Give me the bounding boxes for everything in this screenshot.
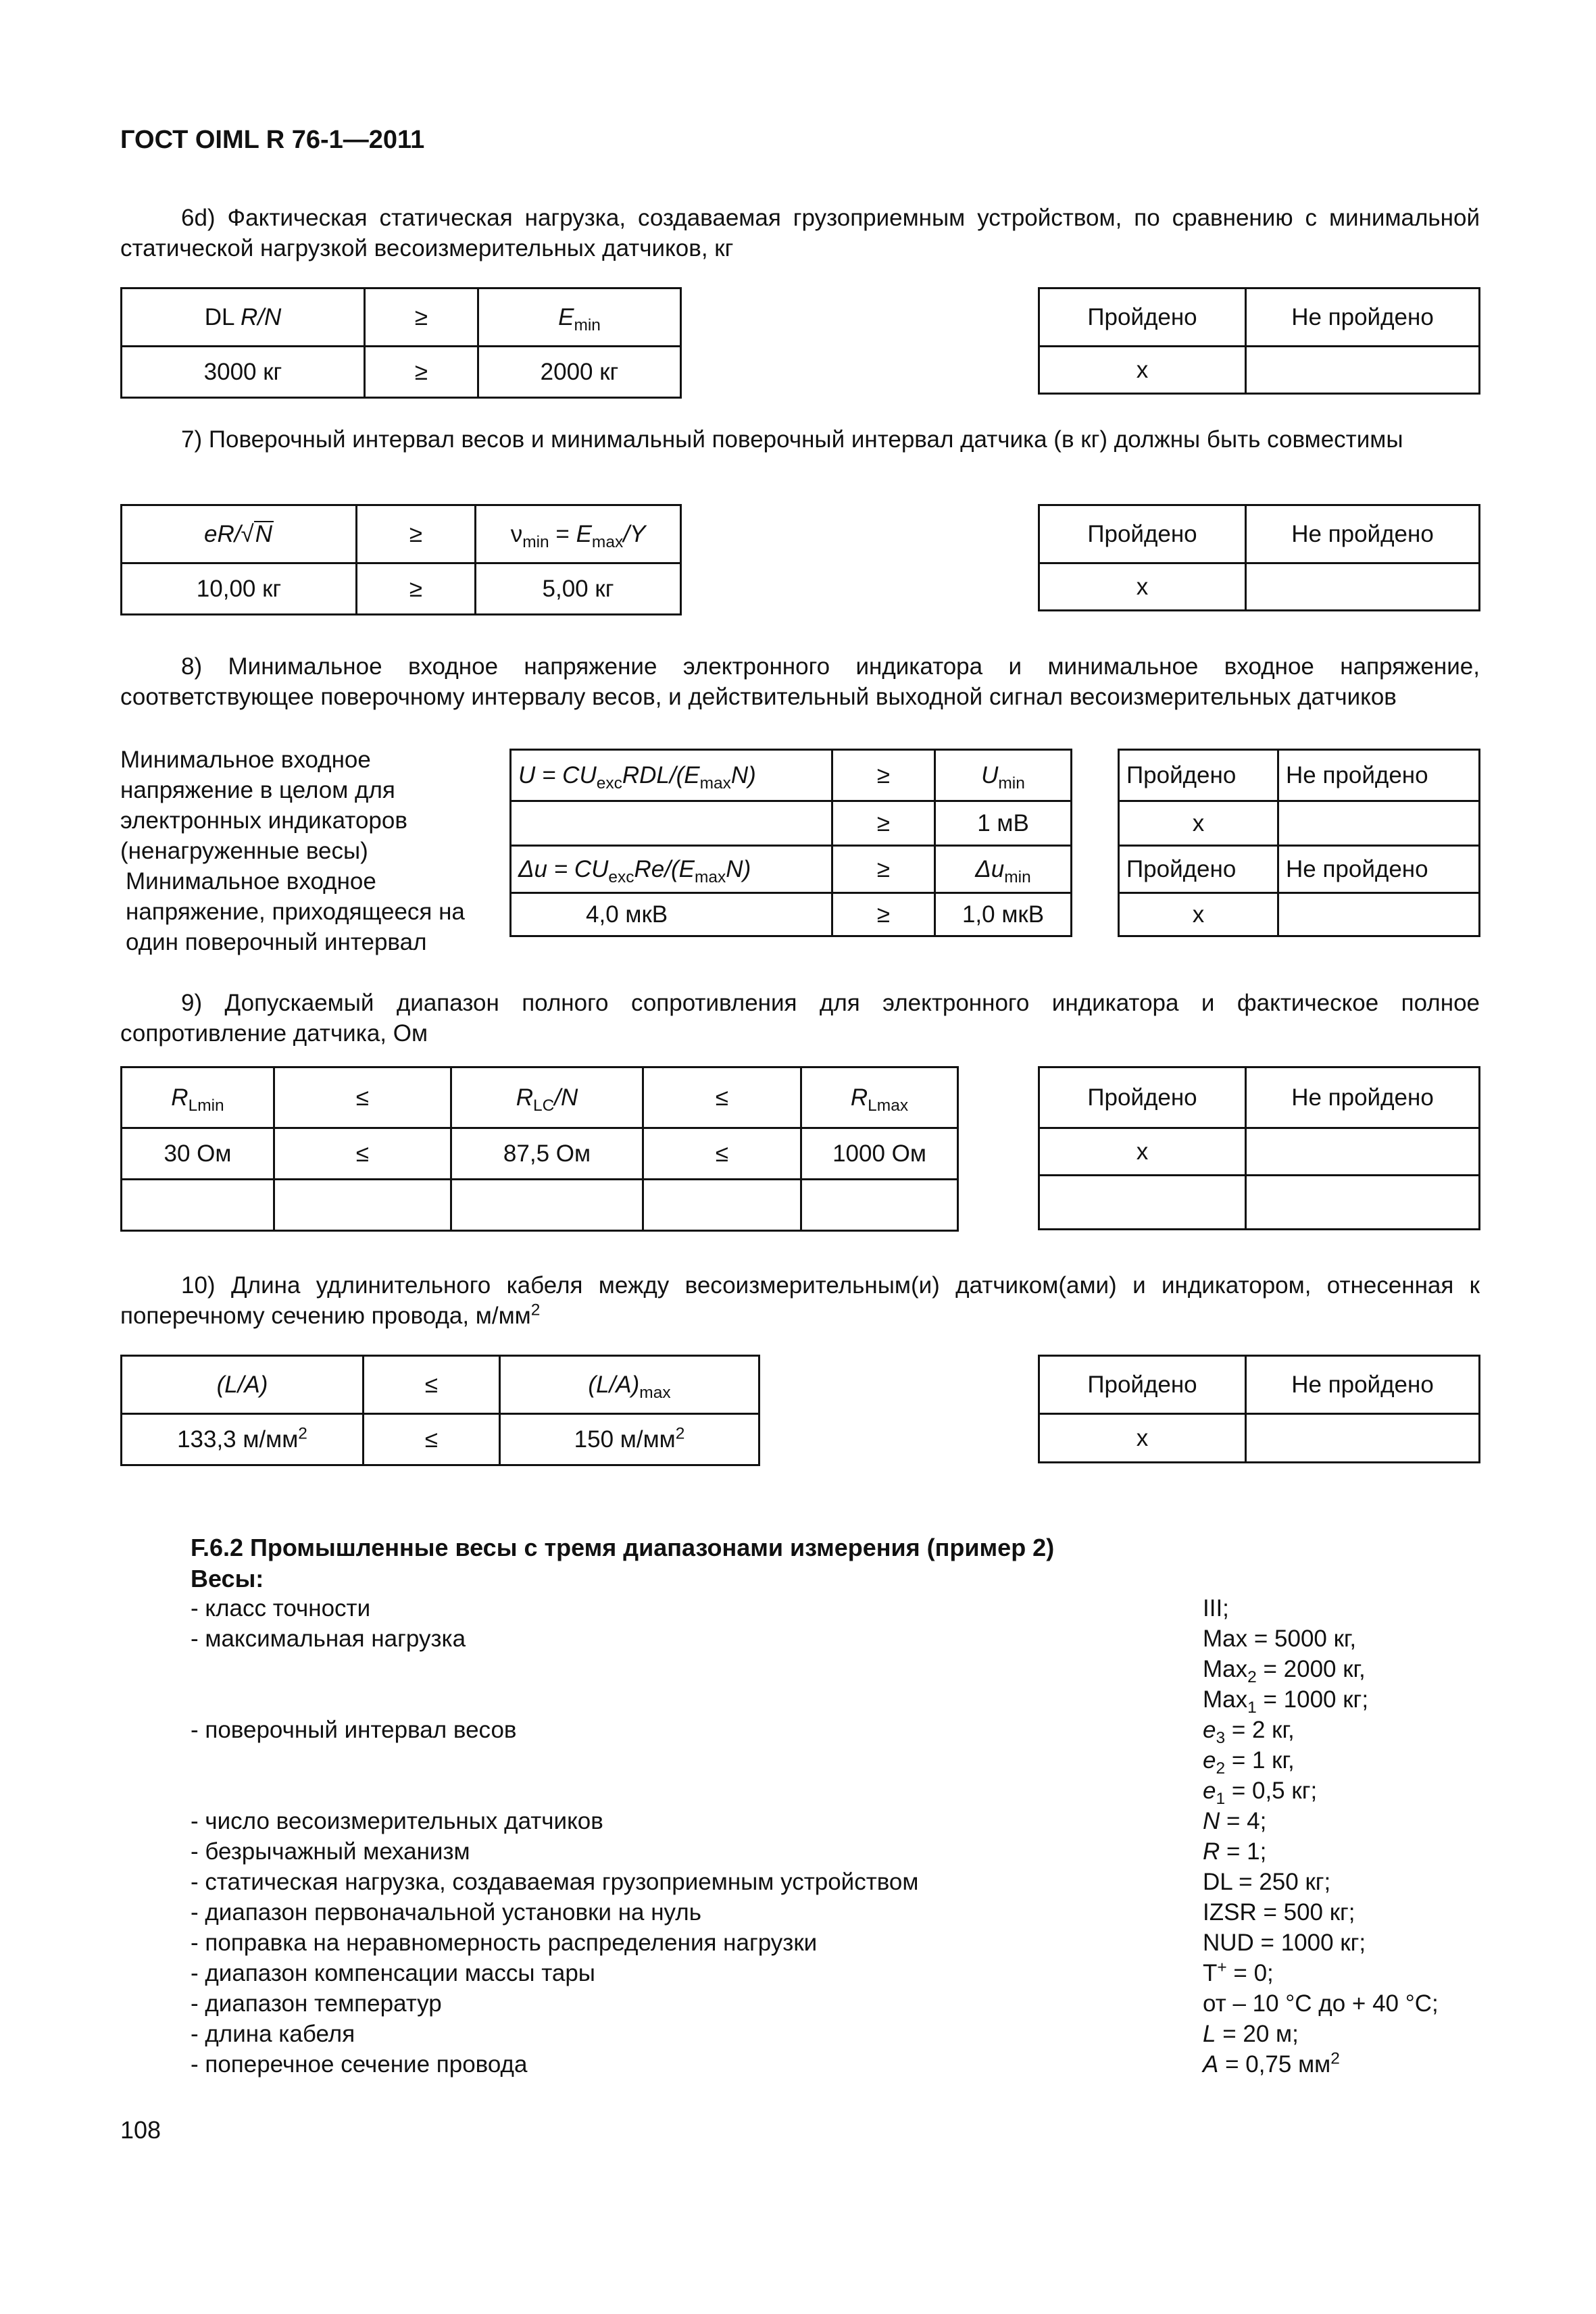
table-7	[120, 504, 682, 615]
spec-item: - число весоизмерительных датчиков	[191, 1808, 603, 1834]
cell-op: ≥	[832, 846, 935, 893]
spec-value-class: III;	[1203, 1595, 1229, 1621]
cell-value: 10,00 кг	[122, 563, 357, 615]
cell-value: 2000 кг	[478, 347, 681, 398]
spec-item: - поперечное сечение провода	[191, 2051, 528, 2078]
spec-item: - диапазон первоначальной установки на нуль	[191, 1899, 701, 1926]
fail-mark	[1278, 801, 1480, 846]
cell-dumin: $\Delta u_{min}$	[935, 846, 1072, 893]
fail-label: Не пройдено	[1246, 288, 1480, 347]
cell-empty	[1039, 1176, 1246, 1230]
cell-la: (L/A)	[122, 1356, 364, 1414]
table-6d	[120, 287, 682, 399]
spec-item: - статическая нагрузка, создаваемая грузоприемным устройством	[191, 1869, 919, 1895]
cell-op: ≥	[832, 801, 935, 846]
cell-op: ≤	[643, 1128, 801, 1180]
cell-vmin: $\nu_{min} = E_{max}/Y$	[476, 505, 681, 563]
cell-op: ≤	[643, 1067, 801, 1128]
fail-label: Не пройдено	[1278, 750, 1480, 801]
pass-table-8	[1118, 749, 1480, 937]
cell-rlc-n: $R_{LC}/N$	[451, 1067, 643, 1128]
pass-label: Пройдено	[1119, 846, 1278, 893]
cell-emin: $E_{min}$	[478, 288, 681, 347]
spec-value-r: R = 1;	[1203, 1838, 1267, 1865]
table-9	[120, 1066, 959, 1232]
cell-empty	[643, 1180, 801, 1231]
spec-item: - диапазон компенсации массы тары	[191, 1960, 595, 1986]
cell-op: ≥	[832, 893, 935, 936]
cell-op: ≥	[365, 347, 478, 398]
pass-label: Пройдено	[1119, 750, 1278, 801]
cell-op: ≤	[364, 1414, 500, 1465]
fail-label: Не пройдено	[1246, 505, 1480, 563]
pass-table-7	[1038, 504, 1480, 611]
spec-value-e2: $e_2 = 1$ кг,	[1203, 1747, 1295, 1778]
section-subtitle: Весы:	[191, 1565, 264, 1592]
note-8	[120, 745, 485, 957]
spec-value-e1: $e_1 = 0,5$ кг;	[1203, 1778, 1318, 1808]
pass-label: Пройдено	[1039, 1356, 1246, 1414]
cell-empty	[274, 1180, 451, 1231]
page-number: 108	[120, 2116, 161, 2144]
cell-empty	[122, 1180, 274, 1231]
cell-value: 30 Ом	[122, 1128, 274, 1180]
cell-value: 87,5 Ом	[451, 1128, 643, 1180]
pass-label: Пройдено	[1039, 1067, 1246, 1128]
spec-value-nud: NUD = 1000 кг;	[1203, 1930, 1366, 1956]
table-8	[509, 749, 1072, 937]
cell-op: ≥	[357, 505, 476, 563]
page-header: ГОСТ OIML R 76-1—2011	[120, 126, 425, 154]
cell-empty	[1246, 1176, 1480, 1230]
cell-op: ≤	[274, 1067, 451, 1128]
cell-op: ≤	[364, 1356, 500, 1414]
spec-item: - безрычажный механизм	[191, 1838, 470, 1865]
cell-value: 150 $м/мм^2$	[500, 1414, 759, 1465]
spec-value-tare: T+ = 0;	[1203, 1958, 1274, 1986]
cell-op: ≥	[365, 288, 478, 347]
pass-table-9	[1038, 1066, 1480, 1230]
pass-table-6d	[1038, 287, 1480, 395]
cell-rlmax: $R_{Lmax}$	[801, 1067, 958, 1128]
spec-item: - поправка на неравномерность распределения нагрузки	[191, 1930, 818, 1956]
paragraph-7: 7) Поверочный интервал весов и минимальный поверочный интервал датчика (в кг) должны быть совместимы	[181, 426, 1403, 453]
paragraph-9: 9) Допускаемый диапазон полного сопротивления для электронного индикатора и фактическое полное сопротивление датчика, Ом	[120, 990, 1480, 1047]
pass-mark: x	[1039, 1414, 1246, 1463]
cell-value: 133,3 $м/мм^2$	[122, 1414, 364, 1465]
fail-mark	[1278, 893, 1480, 936]
cell-dl-rn: DL R/N	[122, 288, 365, 347]
pass-label: Пройдено	[1039, 505, 1246, 563]
cell-empty	[801, 1180, 958, 1231]
note-8-line1: Минимальное входное напряжение в целом для электронных индикаторов (ненагруженные весы)	[120, 747, 407, 864]
cell-empty	[511, 801, 832, 846]
spec-item: - класс точности	[191, 1595, 371, 1621]
cell-value: 1,0 мкВ	[935, 893, 1072, 936]
spec-value-e3: $e_3 = 2$ кг,	[1203, 1717, 1295, 1747]
cell-value: 4,0 мкВ	[511, 893, 832, 936]
pass-mark: x	[1039, 1128, 1246, 1176]
note-8-line2: Минимальное входное напряжение, приходящееся на один поверочный интервал	[126, 868, 465, 955]
pass-label: Пройдено	[1039, 288, 1246, 347]
pass-mark: x	[1119, 893, 1278, 936]
fail-label: Не пройдено	[1246, 1067, 1480, 1128]
spec-value-cable-length: L = 20 м;	[1203, 2021, 1299, 2047]
cell-op: ≥	[832, 750, 935, 801]
spec-item: - диапазон температур	[191, 1990, 442, 2017]
spec-item: - длина кабеля	[191, 2021, 355, 2047]
fail-label: Не пройдено	[1246, 1356, 1480, 1414]
cell-op: ≥	[357, 563, 476, 615]
section-title: F.6.2 Промышленные весы с тремя диапазонами измерения (пример 2)	[191, 1534, 1055, 1561]
spec-value-max2: Max$_2$ = 2000 кг,	[1203, 1656, 1366, 1686]
spec-value-cross-section: A = 0,75 $мм^2$	[1203, 2049, 1340, 2078]
cell-rlmin: $R_{Lmin}$	[122, 1067, 274, 1128]
fail-mark	[1246, 1128, 1480, 1176]
cell-er-sqrt-n: eR/√N	[122, 505, 357, 563]
paragraph-10: 10) Длина удлинительного кабеля между весоизмерительным(и) датчиком(ами) и индикатором, отнесенная к поперечному сечению провода, $м/мм^2$	[120, 1272, 1480, 1329]
spec-value-max1: Max$_1$ = 1000 кг;	[1203, 1686, 1369, 1717]
cell-umin: $U_{min}$	[935, 750, 1072, 801]
spec-value-temp: от – 10 °C до + 40 °C;	[1203, 1990, 1439, 2017]
cell-value: 5,00 кг	[476, 563, 681, 615]
fail-mark	[1246, 563, 1480, 611]
pass-table-10	[1038, 1355, 1480, 1463]
cell-value: 3000 кг	[122, 347, 365, 398]
pass-mark: x	[1119, 801, 1278, 846]
table-10	[120, 1355, 760, 1466]
spec-value-max: Max = 5000 кг,	[1203, 1626, 1357, 1652]
paragraph-8: 8) Минимальное входное напряжение электронного индикатора и минимальное входное напряжение, соответствующее поверочному интервалу весов, и действительный выходной сигнал весоизмерительных датчиков	[120, 653, 1480, 710]
fail-mark	[1246, 347, 1480, 394]
cell-value: 1 мВ	[935, 801, 1072, 846]
spec-value-izsr: IZSR = 500 кг;	[1203, 1899, 1355, 1926]
cell-la-max: $(L/A)_{max}$	[500, 1356, 759, 1414]
pass-mark: x	[1039, 347, 1246, 394]
spec-item: - поверочный интервал весов	[191, 1717, 517, 1743]
cell-empty	[451, 1180, 643, 1231]
cell-op: ≤	[274, 1128, 451, 1180]
spec-value-dl: DL = 250 кг;	[1203, 1869, 1331, 1895]
cell-value: 1000 Ом	[801, 1128, 958, 1180]
fail-mark	[1246, 1414, 1480, 1463]
paragraph-6d: 6d) Фактическая статическая нагрузка, создаваемая грузоприемным устройством, по сравнению с минимальной статической нагрузкой весоизмерительных датчиков, кг	[120, 205, 1480, 261]
cell-formula-du: $\Delta u = CU_{exc}Re/(E_{max}N)$	[511, 846, 832, 893]
pass-mark: x	[1039, 563, 1246, 611]
spec-item: - максимальная нагрузка	[191, 1626, 466, 1652]
cell-formula-u: $U = CU_{exc}RDL/(E_{max}N)$	[511, 750, 832, 801]
fail-label: Не пройдено	[1278, 846, 1480, 893]
spec-value-n: N = 4;	[1203, 1808, 1267, 1834]
